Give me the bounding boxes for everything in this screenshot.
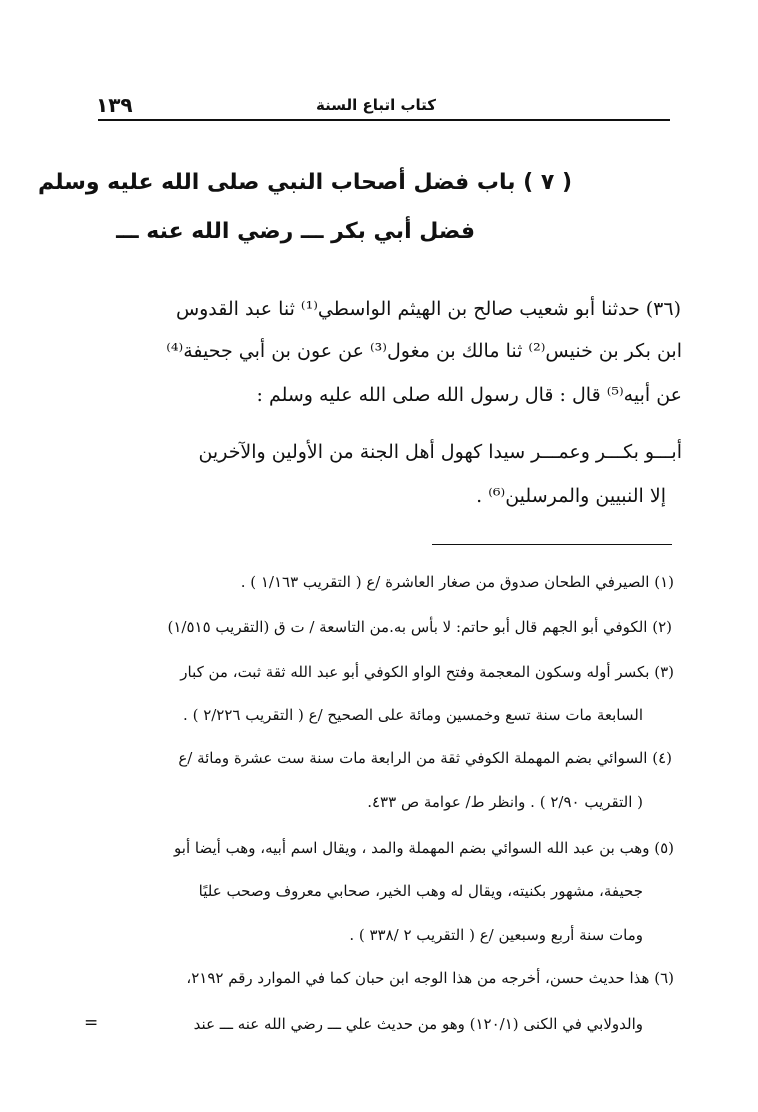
header-rule	[98, 119, 670, 121]
footnote-3-line-2: السابعة مات سنة تسع وخمسين ومائة على الصحيح /ع ( التقريب ٢/٢٢٦ ) .	[183, 706, 643, 724]
footnote-5-line-2: جحيفة، مشهور بكنيته، ويقال له وهب الخير، صحابي معروف وصحب عليًا	[198, 882, 643, 900]
hadith-line-1: (٣٦) حدثنا أبو شعيب صالح بن الهيثم الواسطي⁽¹⁾ ثنا عبد القدوس	[175, 298, 681, 320]
footnote-6-line-1: (٦) هذا حديث حسن، أخرجه من هذا الوجه ابن حبان كما في الموارد رقم ٢١٩٢،	[186, 969, 674, 987]
footnote-3-line-1: (٣) بكسر أوله وسكون المعجمة وفتح الواو الكوفي أبو عبد الله ثقة ثبت، من كبار	[180, 663, 674, 681]
hadith-text-line-1: أبـــو بكـــر وعمـــر سيدا كهول أهل الجنة من الأولين والآخرين	[198, 441, 682, 463]
running-header-title: كتاب اتباع السنة	[316, 96, 437, 114]
footnote-5-line-1: (٥) وهب بن عبد الله السوائي بضم المهملة والمد ، ويقال اسم أبيه، وهب أيضا أبو	[174, 839, 674, 857]
hadith-line-3: عن أبيه⁽⁵⁾ قال : قال رسول الله صلى الله عليه وسلم :	[256, 384, 682, 406]
footnote-4-line-1: (٤) السوائي بضم المهملة الكوفي ثقة من الرابعة مات سنة ست عشرة ومائة /ع	[178, 749, 672, 767]
footnote-separator	[432, 544, 672, 545]
chapter-title: ( ٧ ) باب فضل أصحاب النبي صلى الله عليه وسلم	[37, 170, 572, 195]
footnote-4-line-2: ( التقريب ٢/٩٠ ) . وانظر ط/ عوامة ص ٤٣٣.	[367, 793, 643, 811]
footnote-5-line-3: ومات سنة أربع وسبعين /ع ( التقريب ٢ /٣٣٨ ) .	[349, 926, 643, 944]
footnote-2: (٢) الكوفي أبو الجهم قال أبو حاتم: لا بأس به.من التاسعة / ت ق (التقريب ١/٥١٥)	[167, 618, 672, 636]
hadith-line-2: ابن بكر بن خنيس⁽²⁾ ثنا مالك بن مغول⁽³⁾ عن عون بن أبي جحيفة⁽⁴⁾	[166, 340, 682, 362]
continuation-mark: =	[84, 1013, 99, 1033]
footnote-6-line-2: والدولابي في الكنى (١٢٠/١) وهو من حديث علي ـــ رضي الله عنه ـــ عند	[193, 1015, 643, 1033]
hadith-text-line-2: إلا النبيين والمرسلين⁽⁶⁾ .	[476, 485, 666, 507]
section-subtitle: فضل أبي بكر ـــ رضي الله عنه ـــ	[116, 219, 475, 244]
footnote-1: (١) الصيرفي الطحان صدوق من صغار العاشرة /ع ( التقريب ١/١٦٣ ) .	[240, 573, 674, 591]
page-number: ١٣٩	[96, 93, 133, 117]
